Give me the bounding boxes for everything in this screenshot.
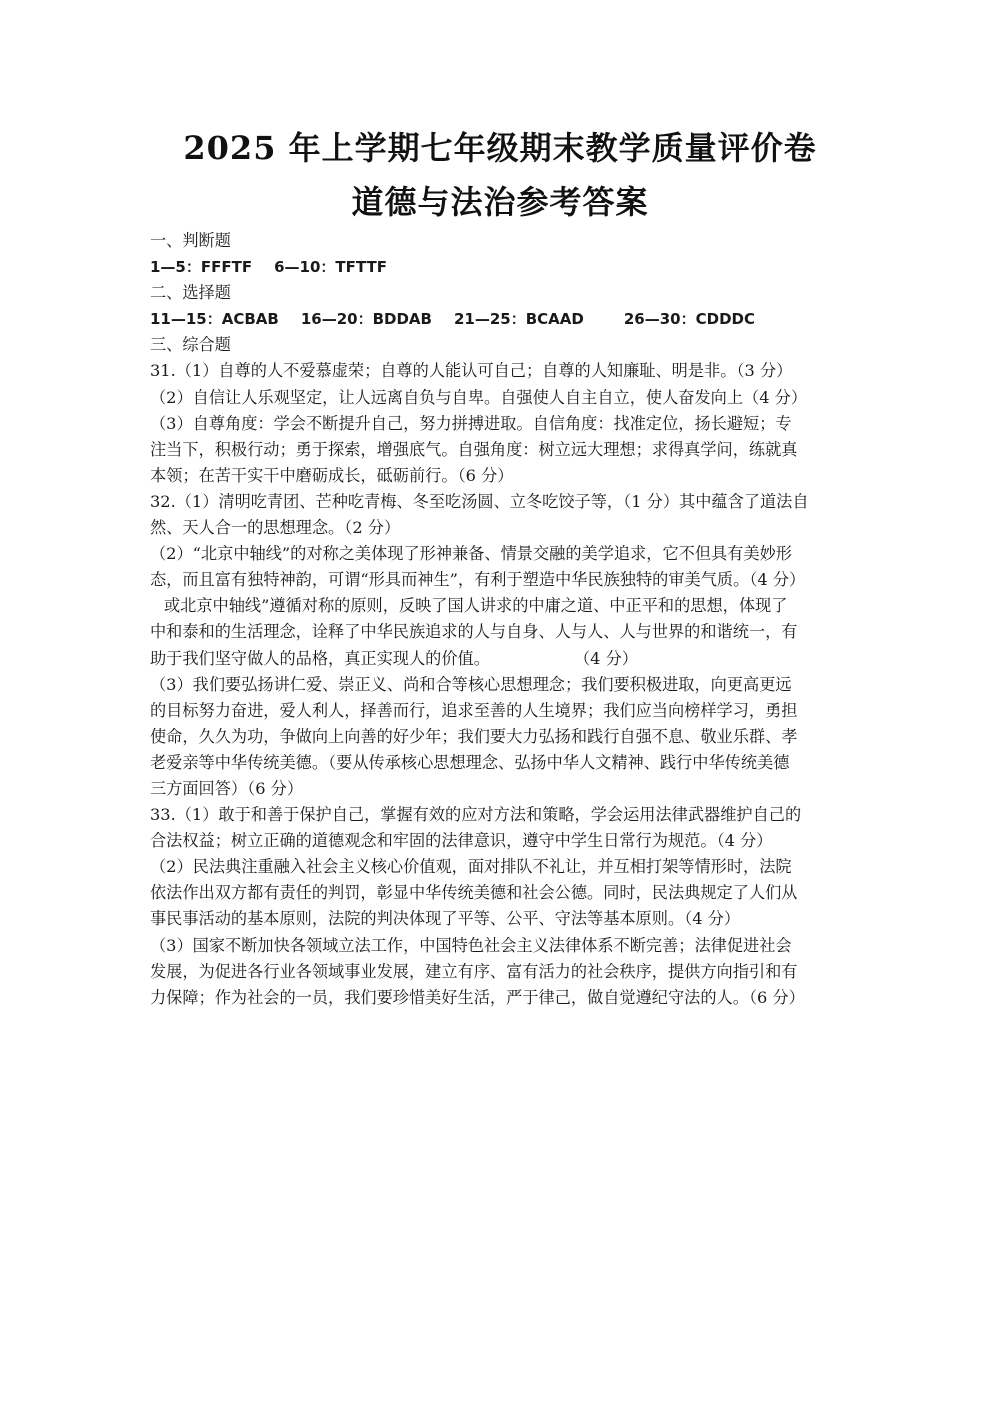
section-heading-comprehensive: 三、综合题 (150, 335, 231, 355)
q32-line (150, 646, 850, 672)
answer-value: TFTTF (335, 258, 387, 277)
q32-line: 态，而且富有独特神韵，可谓“形具而神生”，有利于塑造中华民族独特的审美气质。（4 分） (150, 570, 806, 590)
q32-line: 三方面回答）（6 分） (150, 778, 304, 798)
q33-line: （3）国家不断加快各领域立法工作，中国特色社会主义法律体系不断完善；法律促进社会 (150, 935, 792, 955)
q32-line: 或北京中轴线”遵循对称的原则，反映了国人讲求的中庸之道、中正平和的思想，体现了 (164, 596, 788, 616)
answer-value: CDDDC (695, 310, 755, 329)
q32-line: 中和泰和的生活理念，诠释了中华民族追求的人与自身、人与人、人与世界的和谐统一，有 (150, 622, 798, 642)
answer-range: 1—5： (150, 258, 201, 277)
section-heading-judgement: 一、判断题 (150, 231, 231, 250)
q33-line: （2）民法典注重融入社会主义核心价值观，面对排队不礼让，并互相打架等情形时，法院 (150, 857, 792, 877)
answer-range: 26—30： (623, 310, 696, 329)
q32-line: 老爱亲等中华传统美德。（要从传承核心思想理念、弘扬中华人文精神、践行中华传统美德 (150, 752, 790, 772)
answer-range: 11—15： (150, 310, 222, 329)
q31-line: 本领；在苦干实干中磨砺成长，砥砺前行。（6 分） (150, 465, 514, 485)
q33-line: 依法作出双方都有责任的判罚，彰显中华传统美德和社会公德。同时，民法典规定了人们从 (150, 883, 798, 903)
answer-range: 6—10： (274, 258, 336, 277)
answer-range: 21—25： (453, 310, 526, 329)
q32-line: 32.（1）清明吃青团、芒种吃青梅、冬至吃汤圆、立冬吃饺子等，（1 分）其中蕴含了道法自 (150, 491, 809, 511)
q32-score: （4 分） (573, 648, 638, 668)
page-subtitle: 道德与法治参考答案 (351, 183, 649, 221)
page-title: 2025 年上学期七年级期末教学质量评价卷 (183, 129, 817, 167)
q33-line: 力保障；作为社会的一员，我们要珍惜美好生活，严于律己，做自觉遵纪守法的人。（6 分） (150, 987, 805, 1007)
q31-line: （2）自信让人乐观坚定，让人远离自负与自卑。自强使人自主自立，使人奋发向上（4 分） (150, 387, 808, 407)
answer-value: BCAAD (525, 310, 584, 329)
q32-line: 的目标努力奋进，爱人利人，择善而行，追求至善的人生境界；我们应当向榜样学习，勇担 (150, 700, 798, 720)
choice-answers (150, 306, 850, 332)
q32-line: （3）我们要弘扬讲仁爱、崇正义、尚和合等核心思想理念；我们要积极进取，向更高更远 (150, 674, 792, 694)
q32-line: （2）“北京中轴线”的对称之美体现了形神兼备、情景交融的美学追求，它不但具有美妙形 (150, 544, 792, 564)
q33-line: 事民事活动的基本原则，法院的判决体现了平等、公平、守法等基本原则。（4 分） (150, 909, 741, 929)
answer-content (150, 228, 850, 1011)
q31-line: 31.（1）自尊的人不爱慕虚荣；自尊的人能认可自己；自尊的人知廉耻、明是非。（3 分） (150, 361, 793, 381)
answer-value: FFFTF (200, 258, 253, 277)
judgement-answers (150, 254, 850, 280)
q31-line: （3）自尊角度：学会不断提升自己，努力拼搏进取。自信角度：找准定位，扬长避短；专 (150, 413, 792, 433)
q32-line-text: 助于我们坚守做人的品格，真正实现人的价值。 (150, 648, 490, 668)
answer-value: ACBAB (221, 310, 279, 329)
q32-line: 然、天人合一的思想理念。（2 分） (150, 518, 401, 538)
q33-line: 合法权益；树立正确的道德观念和牢固的法律意识，遵守中学生日常行为规范。（4 分） (150, 831, 773, 851)
q33-line: 发展，为促进各行业各领域事业发展，建立有序、富有活力的社会秩序，提供方向指引和有 (150, 961, 798, 981)
answer-value: BDDAB (372, 310, 432, 329)
q33-line: 33.（1）敢于和善于保护自己，掌握有效的应对方法和策略，学会运用法律武器维护自己的 (150, 805, 802, 825)
q32-line: 使命，久久为功，争做向上向善的好少年；我们要大力弘扬和践行自强不息、敬业乐群、孝 (150, 726, 798, 746)
answer-range: 16—20： (300, 310, 373, 329)
q31-line: 注当下，积极行动；勇于探索，增强底气。自强角度：树立远大理想；求得真学问，练就真 (150, 439, 798, 459)
section-heading-choice: 二、选择题 (150, 283, 231, 303)
